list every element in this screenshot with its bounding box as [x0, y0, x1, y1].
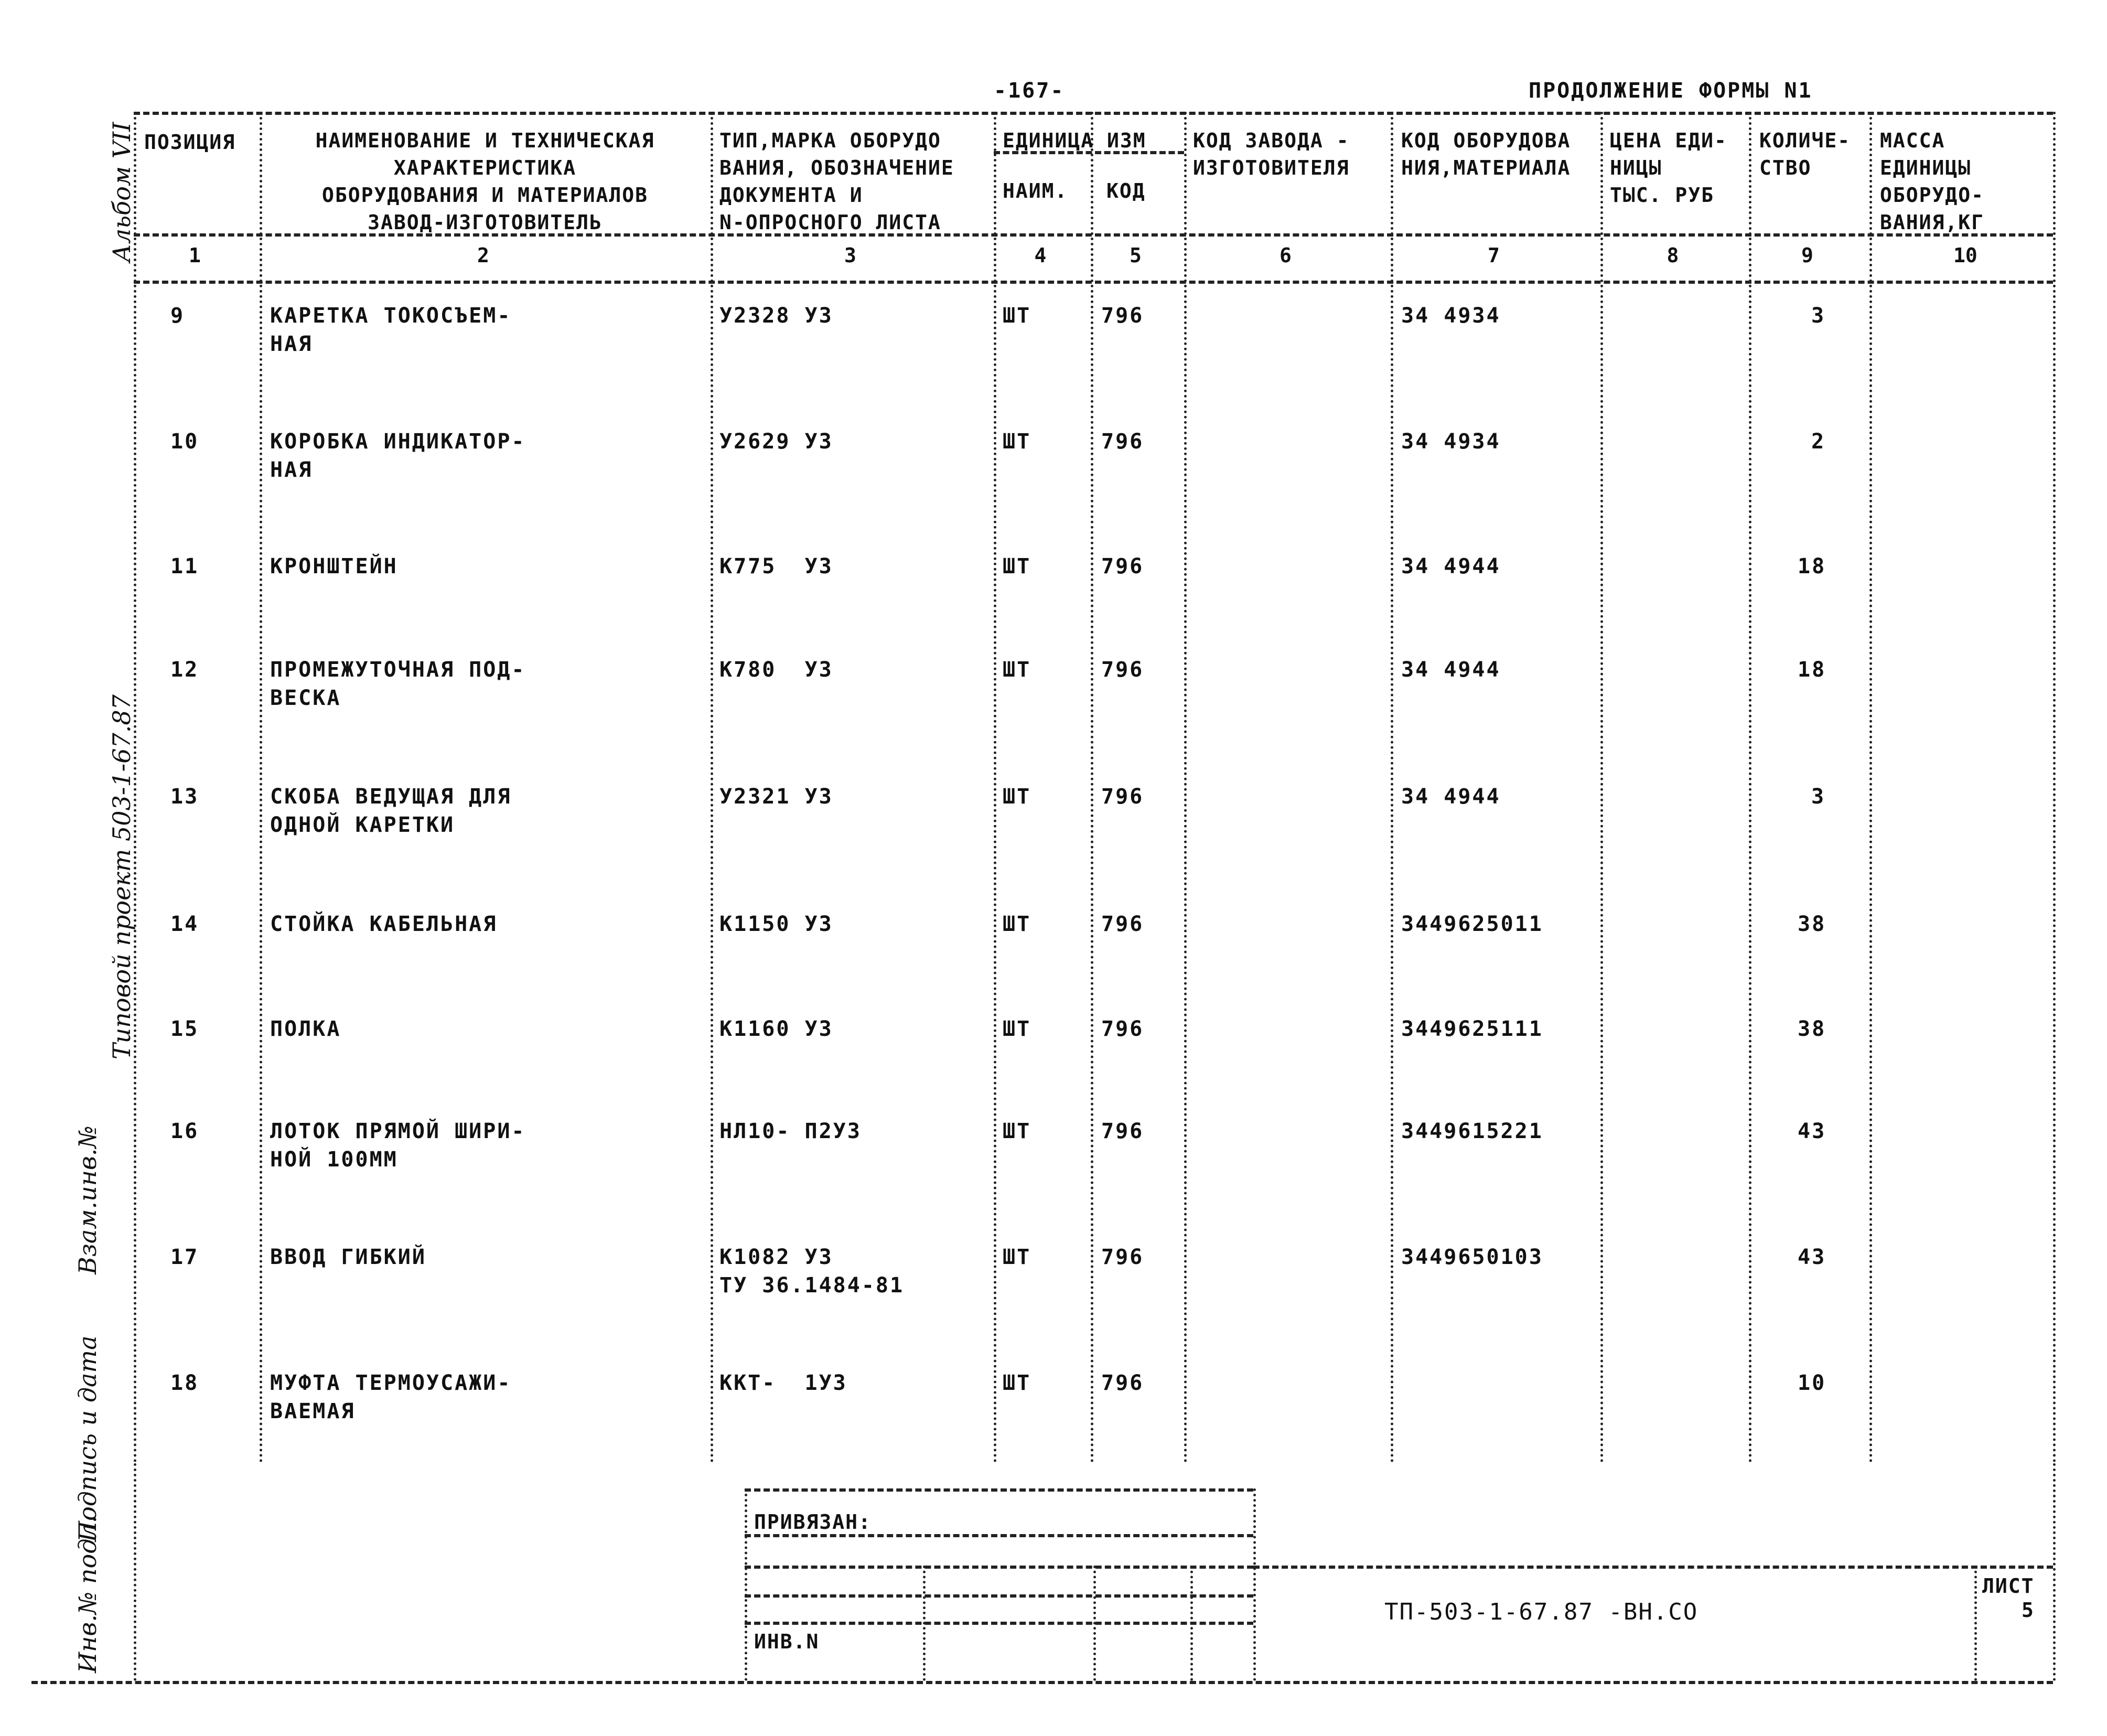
header-c1: [144, 128, 235, 156]
column-rule: [711, 112, 713, 1463]
cell-name: НАЯ: [270, 458, 313, 482]
h-c7-line: КОД ОБОРУДОВА: [1401, 129, 1571, 152]
header-c8: [1610, 127, 1727, 209]
list-number: 5: [2022, 1599, 2035, 1622]
column-rule: [260, 112, 262, 1463]
column-rule: [1253, 1488, 1256, 1681]
h-c10-line: ВАНИЯ,КГ: [1880, 211, 1985, 234]
cell-type: ККТ- 1УЗ: [719, 1371, 847, 1395]
cell-unit: ШТ: [1003, 1017, 1031, 1041]
h-c2-line: НАИМЕНОВАНИЕ И ТЕХНИЧЕСКАЯ: [315, 129, 655, 152]
column-number: 5: [1130, 244, 1142, 267]
cell-unit-code: 796: [1101, 912, 1144, 936]
h-c8-line: ТЫС. РУБ: [1610, 184, 1715, 207]
cell-position: 14: [170, 912, 199, 936]
side-label-inv: Инв.№ подл.: [73, 1515, 102, 1673]
h-c9-line: КОЛИЧЕ-: [1759, 129, 1851, 152]
h-c8-line: НИЦЫ: [1610, 156, 1662, 179]
header-c3: [719, 127, 954, 236]
h-c10-line: ЕДИНИЦЫ: [1880, 156, 1972, 179]
h-c6-line: КОД ЗАВОДА -: [1193, 129, 1350, 152]
cell-material-code: 34 4934: [1401, 430, 1501, 454]
column-rule: [1600, 112, 1603, 1463]
column-number: 3: [844, 244, 856, 267]
table-rule: [31, 1681, 2053, 1684]
cell-unit: ШТ: [1003, 1245, 1031, 1269]
cell-unit-code: 796: [1101, 554, 1144, 578]
cell-name: СТОЙКА КАБЕЛЬНАЯ: [270, 912, 498, 936]
cell-name: ПОЛКА: [270, 1017, 341, 1041]
cell-material-code: 3449615221: [1401, 1119, 1543, 1143]
cell-type: У2321 УЗ: [719, 785, 833, 809]
cell-name: СКОБА ВЕДУЩАЯ ДЛЯ: [270, 785, 512, 809]
cell-name: ВВОД ГИБКИЙ: [270, 1245, 426, 1269]
cell-unit: ШТ: [1003, 785, 1031, 809]
side-label-project: Типовой проект 503-1-67.87: [108, 694, 136, 1059]
cell-position: 17: [170, 1245, 199, 1269]
header-c7: [1401, 127, 1571, 181]
column-rule: [2053, 112, 2056, 1463]
header-c10: [1880, 127, 1984, 236]
column-rule: [2053, 1463, 2056, 1681]
cell-position: 15: [170, 1017, 199, 1041]
cell-unit-code: 796: [1101, 1119, 1144, 1143]
cell-type: К780 УЗ: [719, 658, 833, 682]
h-c10-line: МАССА: [1880, 129, 1945, 152]
cell-unit: ШТ: [1003, 304, 1031, 328]
table-rule: [745, 1566, 1253, 1569]
cell-position: 18: [170, 1371, 199, 1395]
header-c5: КОД: [1106, 179, 1146, 202]
cell-name: ОДНОЙ КАРЕТКИ: [270, 813, 455, 837]
cell-unit: ШТ: [1003, 1371, 1031, 1395]
cell-name: НАЯ: [270, 332, 313, 356]
cell-quantity: 10: [1798, 1371, 1826, 1395]
cell-unit-code: 796: [1101, 430, 1144, 454]
cell-type: У2328 УЗ: [719, 304, 833, 328]
cell-quantity: 2: [1811, 430, 1826, 454]
side-label-album: Альбом VII: [108, 122, 136, 262]
h-c6-line: ИЗГОТОВИТЕЛЯ: [1193, 156, 1350, 179]
cell-type: НЛ10- П2УЗ: [719, 1119, 862, 1143]
cell-material-code: 3449625111: [1401, 1017, 1543, 1041]
cell-quantity: 38: [1798, 1017, 1826, 1041]
cell-quantity: 43: [1798, 1119, 1826, 1143]
side-label-vzam: Взам.инв.№: [73, 1126, 102, 1274]
cell-material-code: 3449625011: [1401, 912, 1543, 936]
h-c3-line: N-ОПРОСНОГО ЛИСТА: [719, 211, 941, 234]
column-rule: [1749, 112, 1751, 1463]
column-rule: [1974, 1566, 1977, 1681]
h-c8-line: ЦЕНА ЕДИ-: [1610, 129, 1727, 152]
cell-name: ВЕСКА: [270, 686, 341, 710]
header-c9: [1759, 127, 1851, 181]
table-rule: [745, 1534, 1253, 1537]
cell-type: К1160 УЗ: [719, 1017, 833, 1041]
cell-unit: ШТ: [1003, 554, 1031, 578]
list-label: ЛИСТ: [1982, 1574, 2035, 1598]
cell-quantity: 43: [1798, 1245, 1826, 1269]
cell-unit-code: 796: [1101, 785, 1144, 809]
column-number: 8: [1667, 244, 1679, 267]
cell-unit-code: 796: [1101, 304, 1144, 328]
table-rule: [745, 1488, 1253, 1492]
document-code: ТП-503-1-67.87 -ВН.СО: [1384, 1599, 1698, 1625]
cell-name: КОРОБКА ИНДИКАТОР-: [270, 430, 526, 454]
column-number: 1: [189, 244, 201, 267]
h-c7-line: НИЯ,МАТЕРИАЛА: [1401, 156, 1571, 179]
side-label-podpis: Подпись и дата: [73, 1335, 102, 1542]
cell-unit: ШТ: [1003, 1119, 1031, 1143]
cell-name: КАРЕТКА ТОКОСЪЕМ-: [270, 304, 512, 328]
cell-material-code: 3449650103: [1401, 1245, 1543, 1269]
h-c2-line: ОБОРУДОВАНИЯ И МАТЕРИАЛОВ: [322, 184, 648, 207]
h-c2-line: ЗАВОД-ИЗГОТОВИТЕЛЬ: [368, 211, 603, 234]
h-c1-line: ПОЗИЦИЯ: [144, 131, 236, 154]
cell-type: У2629 УЗ: [719, 430, 833, 454]
privyazan-label: ПРИВЯЗАН:: [754, 1510, 872, 1534]
cell-position: 16: [170, 1119, 199, 1143]
cell-quantity: 3: [1811, 785, 1826, 809]
cell-type: К1082 УЗ: [719, 1245, 833, 1269]
column-rule: [745, 1488, 747, 1681]
header-c6: [1193, 127, 1350, 181]
column-rule: [923, 1566, 926, 1681]
column-number: 2: [477, 244, 489, 267]
table-rule: [134, 281, 2053, 284]
header-c45: ЕДИНИЦА ИЗМ: [1003, 129, 1146, 152]
table-rule: [745, 1594, 1253, 1598]
table-rule: [745, 1622, 1253, 1625]
column-rule: [134, 1463, 136, 1681]
cell-quantity: 18: [1798, 554, 1826, 578]
column-number: 7: [1488, 244, 1500, 267]
cell-unit-code: 796: [1101, 1371, 1144, 1395]
h-c3-line: ВАНИЯ, ОБОЗНАЧЕНИЕ: [719, 156, 954, 179]
cell-name: ВАЕМАЯ: [270, 1399, 356, 1423]
column-number: 4: [1034, 244, 1047, 267]
h-c3-line: ТИП,МАРКА ОБОРУДО: [719, 129, 941, 152]
cell-material-code: 34 4944: [1401, 554, 1501, 578]
cell-position: 10: [170, 430, 199, 454]
column-rule: [1184, 112, 1187, 1463]
h-c10-line: ОБОРУДО-: [1880, 184, 1985, 207]
cell-unit-code: 796: [1101, 658, 1144, 682]
cell-type: К1150 УЗ: [719, 912, 833, 936]
column-number: 6: [1280, 244, 1292, 267]
cell-unit: ШТ: [1003, 912, 1031, 936]
cell-type: К775 УЗ: [719, 554, 833, 578]
cell-position: 11: [170, 554, 199, 578]
column-rule: [1091, 112, 1093, 1463]
h-c3-line: ДОКУМЕНТА И: [719, 184, 863, 207]
column-rule: [994, 112, 996, 1463]
cell-material-code: 34 4944: [1401, 658, 1501, 682]
cell-unit: ШТ: [1003, 430, 1031, 454]
column-rule: [1093, 1566, 1096, 1681]
cell-unit-code: 796: [1101, 1245, 1144, 1269]
h-c2-line: ХАРАКТЕРИСТИКА: [393, 156, 577, 179]
header-c2: [270, 127, 700, 236]
column-number: 9: [1801, 244, 1813, 267]
cell-name: ПРОМЕЖУТОЧНАЯ ПОД-: [270, 658, 526, 682]
cell-quantity: 18: [1798, 658, 1826, 682]
cell-position: 13: [170, 785, 199, 809]
cell-quantity: 38: [1798, 912, 1826, 936]
column-rule: [134, 112, 136, 1463]
column-rule: [1190, 1566, 1193, 1681]
table-rule: [1253, 1566, 2053, 1569]
cell-unit: ШТ: [1003, 658, 1031, 682]
header-c4: НАИМ.: [1003, 179, 1068, 202]
page-number: -167-: [994, 79, 1065, 103]
table-rule: [134, 112, 2053, 115]
cell-type: ТУ 36.1484-81: [719, 1273, 905, 1298]
column-rule: [1869, 112, 1872, 1463]
cell-unit-code: 796: [1101, 1017, 1144, 1041]
cell-material-code: 34 4944: [1401, 785, 1501, 809]
cell-material-code: 34 4934: [1401, 304, 1501, 328]
cell-name: НОЙ 100ММ: [270, 1148, 398, 1172]
cell-name: ЛОТОК ПРЯМОЙ ШИРИ-: [270, 1119, 526, 1143]
column-number: 10: [1953, 244, 1977, 267]
cell-name: МУФТА ТЕРМОУСАЖИ-: [270, 1371, 512, 1395]
inv-n-label: ИНВ.N: [754, 1630, 820, 1653]
cell-name: КРОНШТЕЙН: [270, 554, 398, 578]
continuation-title: ПРОДОЛЖЕНИЕ ФОРМЫ N1: [1529, 79, 1813, 103]
h-c9-line: СТВО: [1759, 156, 1812, 179]
cell-position: 12: [170, 658, 199, 682]
column-rule: [1391, 112, 1393, 1463]
cell-quantity: 3: [1811, 304, 1826, 328]
cell-position: 9: [170, 304, 185, 328]
